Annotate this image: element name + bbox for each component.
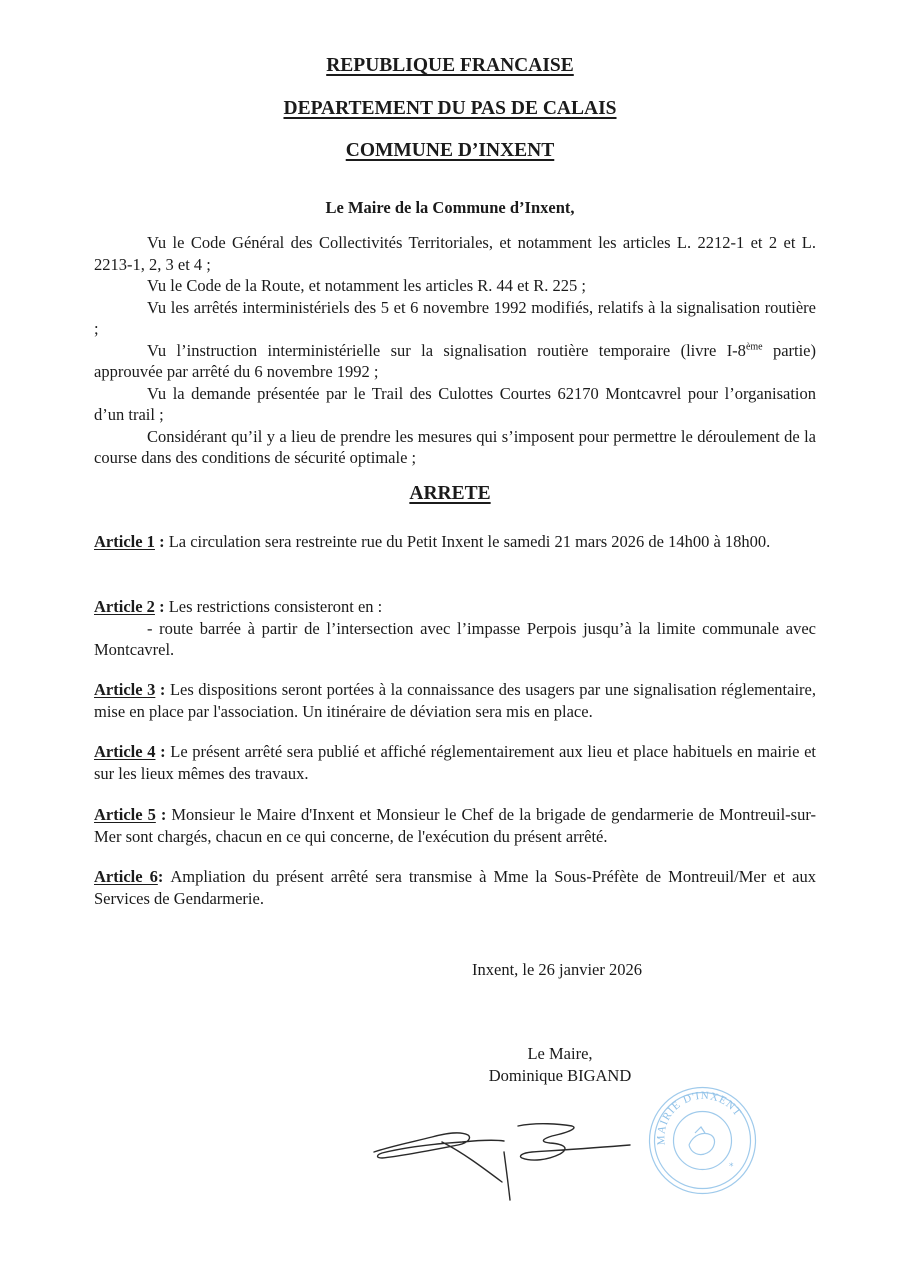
article-2-text: Les restrictions consisteront en : [168,597,383,616]
article-3 [94,679,816,722]
article-2-label: Article 2 [94,597,155,616]
mairie-stamp [645,1083,760,1198]
article-6 [94,866,816,909]
article-6-colon: : [157,867,171,886]
article-3-text: Les dispositions seront portées à la connaissance des usagers par une signalisation réglementaire, mise en place par l'association. Un itinéraire de déviation sera mis en place. [94,680,816,721]
article-6-label: Article 6 [94,867,158,886]
article-5-text: Monsieur le Maire d'Inxent et Monsieur le Chef de la brigade de gendarmerie de Montreuil-sur-Mer sont chargés, chacun en ce qui concerne, de l'exécution du présent arrêté. [94,805,816,846]
article-1 [94,531,816,553]
article-2-sub: - route barrée à partir de l’intersection avec l’impasse Perpois jusqu’à la limite communale avec Montcavrel. [94,618,816,659]
signatory-role: Le Maire, [527,1044,593,1063]
visa-instruction-sup: ème [745,341,763,352]
date-line: Inxent, le 26 janvier 2026 [472,960,642,979]
article-5 [94,804,816,847]
article-4-label: Article 4 [94,742,156,761]
article-4-text: Le présent arrêté sera publié et affiché réglementairement aux lieu et place habituels en mairie et sur les lieux mêmes des travaux. [94,742,816,783]
visa-demande: Vu la demande présentée par le Trail des Culottes Courtes 62170 Montcavrel pour l’organisation d’un trail ; [94,383,816,424]
article-1-text: La circulation sera restreinte rue du Petit Inxent le samedi 21 mars 2026 de 14h00 à 18h00. [168,532,771,551]
stamp-text: MAIRIE D'INXENT [655,1089,744,1146]
visa-considerant: Considérant qu’il y a lieu de prendre les mesures qui s’imposent pour permettre le déroulement de la course dans des conditions de sécurité optimale ; [94,426,816,467]
signatory-name: Dominique BIGAND [488,1066,632,1085]
svg-text:*: * [729,1162,734,1172]
header-commune: COMMUNE D’INXENT [345,140,555,161]
article-2 [94,596,816,661]
article-5-colon: : [155,805,172,824]
article-6-text: Ampliation du présent arrêté sera transmise à Mme la Sous-Préfète de Montreuil/Mer et aux Services de Gendarmerie. [94,867,816,908]
visa-instruction-text-end: partie) approuvée par arrêté du 6 novembre 1992 ; [94,340,816,381]
visa-instruction-text: Vu l’instruction interministérielle sur la signalisation routière temporaire (livre I-8 [147,340,746,360]
mayor-signature [372,1112,640,1207]
article-3-colon: : [155,680,170,699]
arrete-title: ARRETE [409,483,491,504]
visas-block [94,232,816,469]
visa-code-route: Vu le Code de la Route, et notamment les articles R. 44 et R. 225 ; [147,276,586,295]
article-1-colon: : [154,532,169,551]
maire-title: Le Maire de la Commune d’Inxent, [325,198,575,217]
article-4 [94,741,816,784]
article-3-label: Article 3 [94,680,156,699]
header-republique: REPUBLIQUE FRANCAISE [326,55,574,76]
article-5-label: Article 5 [94,805,156,824]
visa-cgct: Vu le Code Général des Collectivités Territoriales, et notamment les articles L. 2212-1 et 2 et L. 2213-1, 2, 3 et 4 ; [94,233,816,274]
article-1-label: Article 1 [94,532,155,551]
visa-arretes: Vu les arrêtés interministériels des 5 et 6 novembre 1992 modifiés, relatifs à la signalisation routière ; [94,297,816,338]
article-4-colon: : [155,742,171,761]
header-departement: DEPARTEMENT DU PAS DE CALAIS [283,98,617,119]
visa-instruction [94,340,816,383]
article-2-colon: : [154,597,169,616]
